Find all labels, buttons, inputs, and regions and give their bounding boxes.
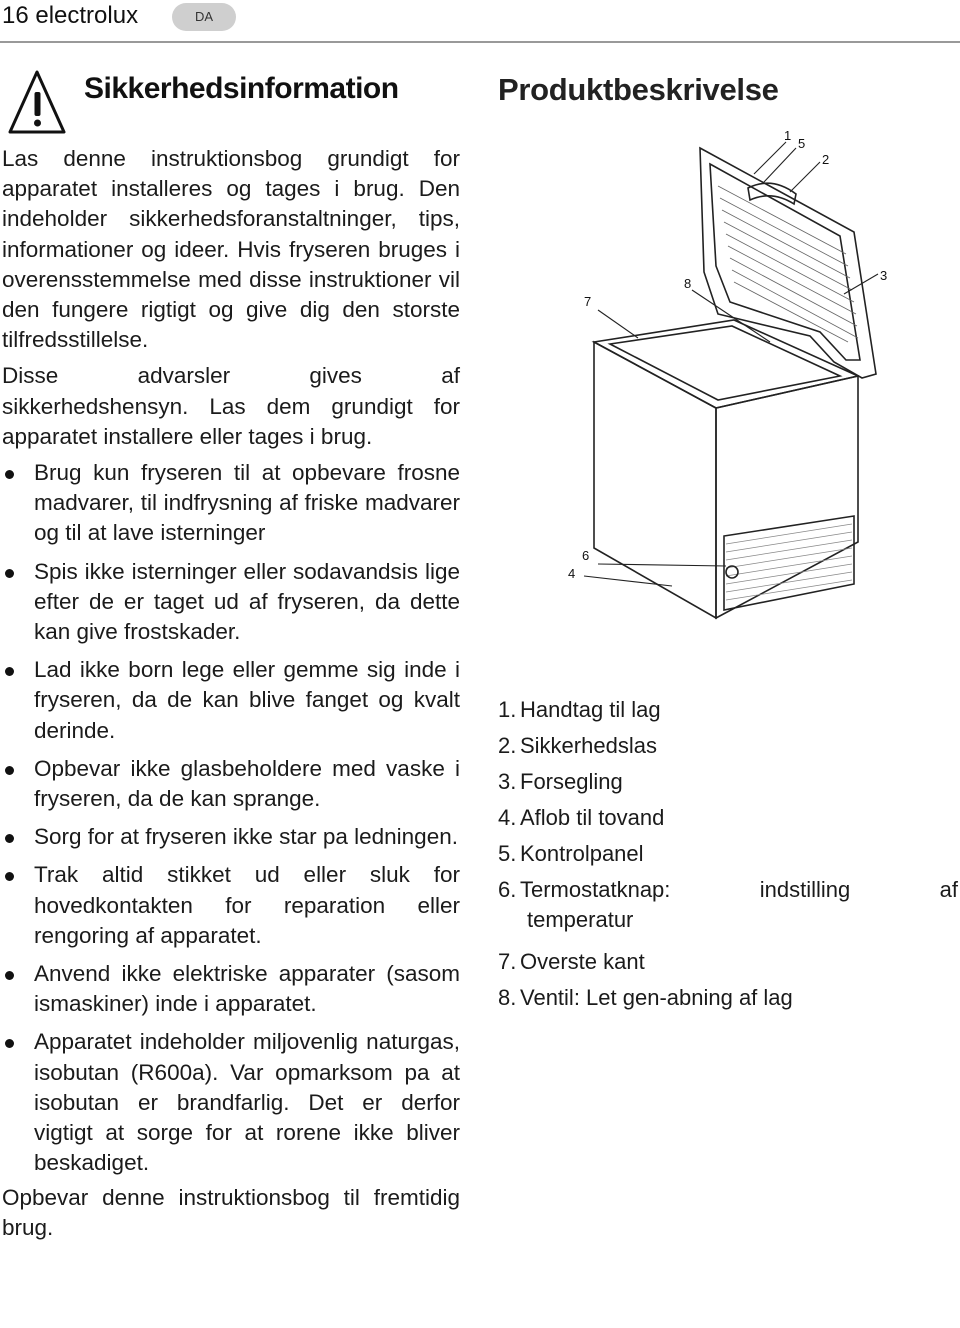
diagram-label-3: 3 [880,268,888,283]
list-item: Apparatet indeholder miljovenlig naturgas, isobutan (R600a). Var opmarksom pa at isobutan er brandfarlig. Det er derfor vigtigt at sorge for at rorene ikke bliver beskadiget. [2,1027,460,1178]
diagram-label-4: 4 [568,566,576,581]
list-item: 7. Overste kant [498,949,645,974]
bullet-icon [5,971,14,980]
warning-icon [6,68,68,138]
list-item: Brug kun fryseren til at opbevare frosne madvarer, til indfrysning af friske madvarer og til at lave isterninger [2,458,460,549]
header-divider [0,41,960,43]
diagram-label-7: 7 [584,294,592,309]
bullet-icon [5,470,14,479]
vent-grille [724,516,854,610]
list-item: 1. Handtag til lag [498,697,661,722]
diagram-label-1: 1 [784,128,792,143]
list-item: Anvend ikke elektriske apparater (sasom ismaskiner) inde i apparatet. [2,959,460,1019]
bullet-icon [5,834,14,843]
list-item: Sorg for at fryseren ikke star pa ledningen. [2,822,460,852]
bullet-icon [5,766,14,775]
list-item: 2. Sikkerhedslas [498,733,657,758]
diagram-label-2: 2 [822,152,830,167]
list-item: Opbevar ikke glasbeholdere med vaske i fryseren, da de kan sprange. [2,754,460,814]
chest-freezer-diagram [558,124,918,624]
bullet-icon [5,667,14,676]
diagram-label-8: 8 [684,276,692,291]
warnings-line-1: Disse advarsler gives af [2,363,460,389]
diagram-label-5: 5 [798,136,806,151]
page-header [0,0,960,34]
parts-list [498,692,958,1016]
bullet-icon [5,872,14,881]
list-item: 4. Aflob til tovand [498,805,665,830]
thermostat-knob [726,566,738,578]
list-item: 6. Termostatknap: indstilling af temperatur [498,877,958,932]
list-item: Trak altid stikket ud eller sluk for hovedkontakten for reparation eller rengoring af apparatet. [2,860,460,951]
lid-outline [700,148,876,378]
bullet-icon [5,1039,14,1048]
product-description-title: Produktbeskrivelse [498,72,779,107]
safety-column [2,144,460,1243]
page-number-brand: 16 electrolux [2,2,139,29]
cabinet-front [594,342,716,618]
diagram-label-6: 6 [582,548,590,563]
list-item: Lad ikke born lege eller gemme sig inde i fryseren, da de kan blive fanget og kvalt derinde. [2,655,460,746]
closing-paragraph: Opbevar denne instruktionsbog til fremtidig brug. [2,1184,460,1240]
bullet-icon [5,569,14,578]
list-item: 3. Forsegling [498,769,623,794]
list-item: 8. Ventil: Let gen-abning af lag [498,985,793,1010]
list-item: Spis ikke isterninger eller sodavandsis lige efter de er taget ud af fryseren, da dette kan give frostskader. [2,557,460,648]
list-item: 5. Kontrolpanel [498,841,644,866]
intro-paragraph: Las denne instruktionsbog grundigt for apparatet installeres og tages i brug. Den indeholder sikkerhedsforanstaltninger, tips, informationer og ideer. Hvis fryseren bruges i overensstemmelse med disse instruktioner vil den fungere rigtigt og give dig den storste tilfredsstillelse. [2,146,460,353]
safety-bullet-list [2,458,460,1178]
cabinet-side [716,376,858,618]
handle [748,183,796,204]
language-badge: DA [172,3,236,31]
warnings-line-2: sikkerhedshensyn. Las dem grundigt for apparatet installere eller tages i brug. [2,393,460,449]
cabinet-top-inner [610,326,840,400]
safety-title: Sikkerhedsinformation [84,72,399,105]
